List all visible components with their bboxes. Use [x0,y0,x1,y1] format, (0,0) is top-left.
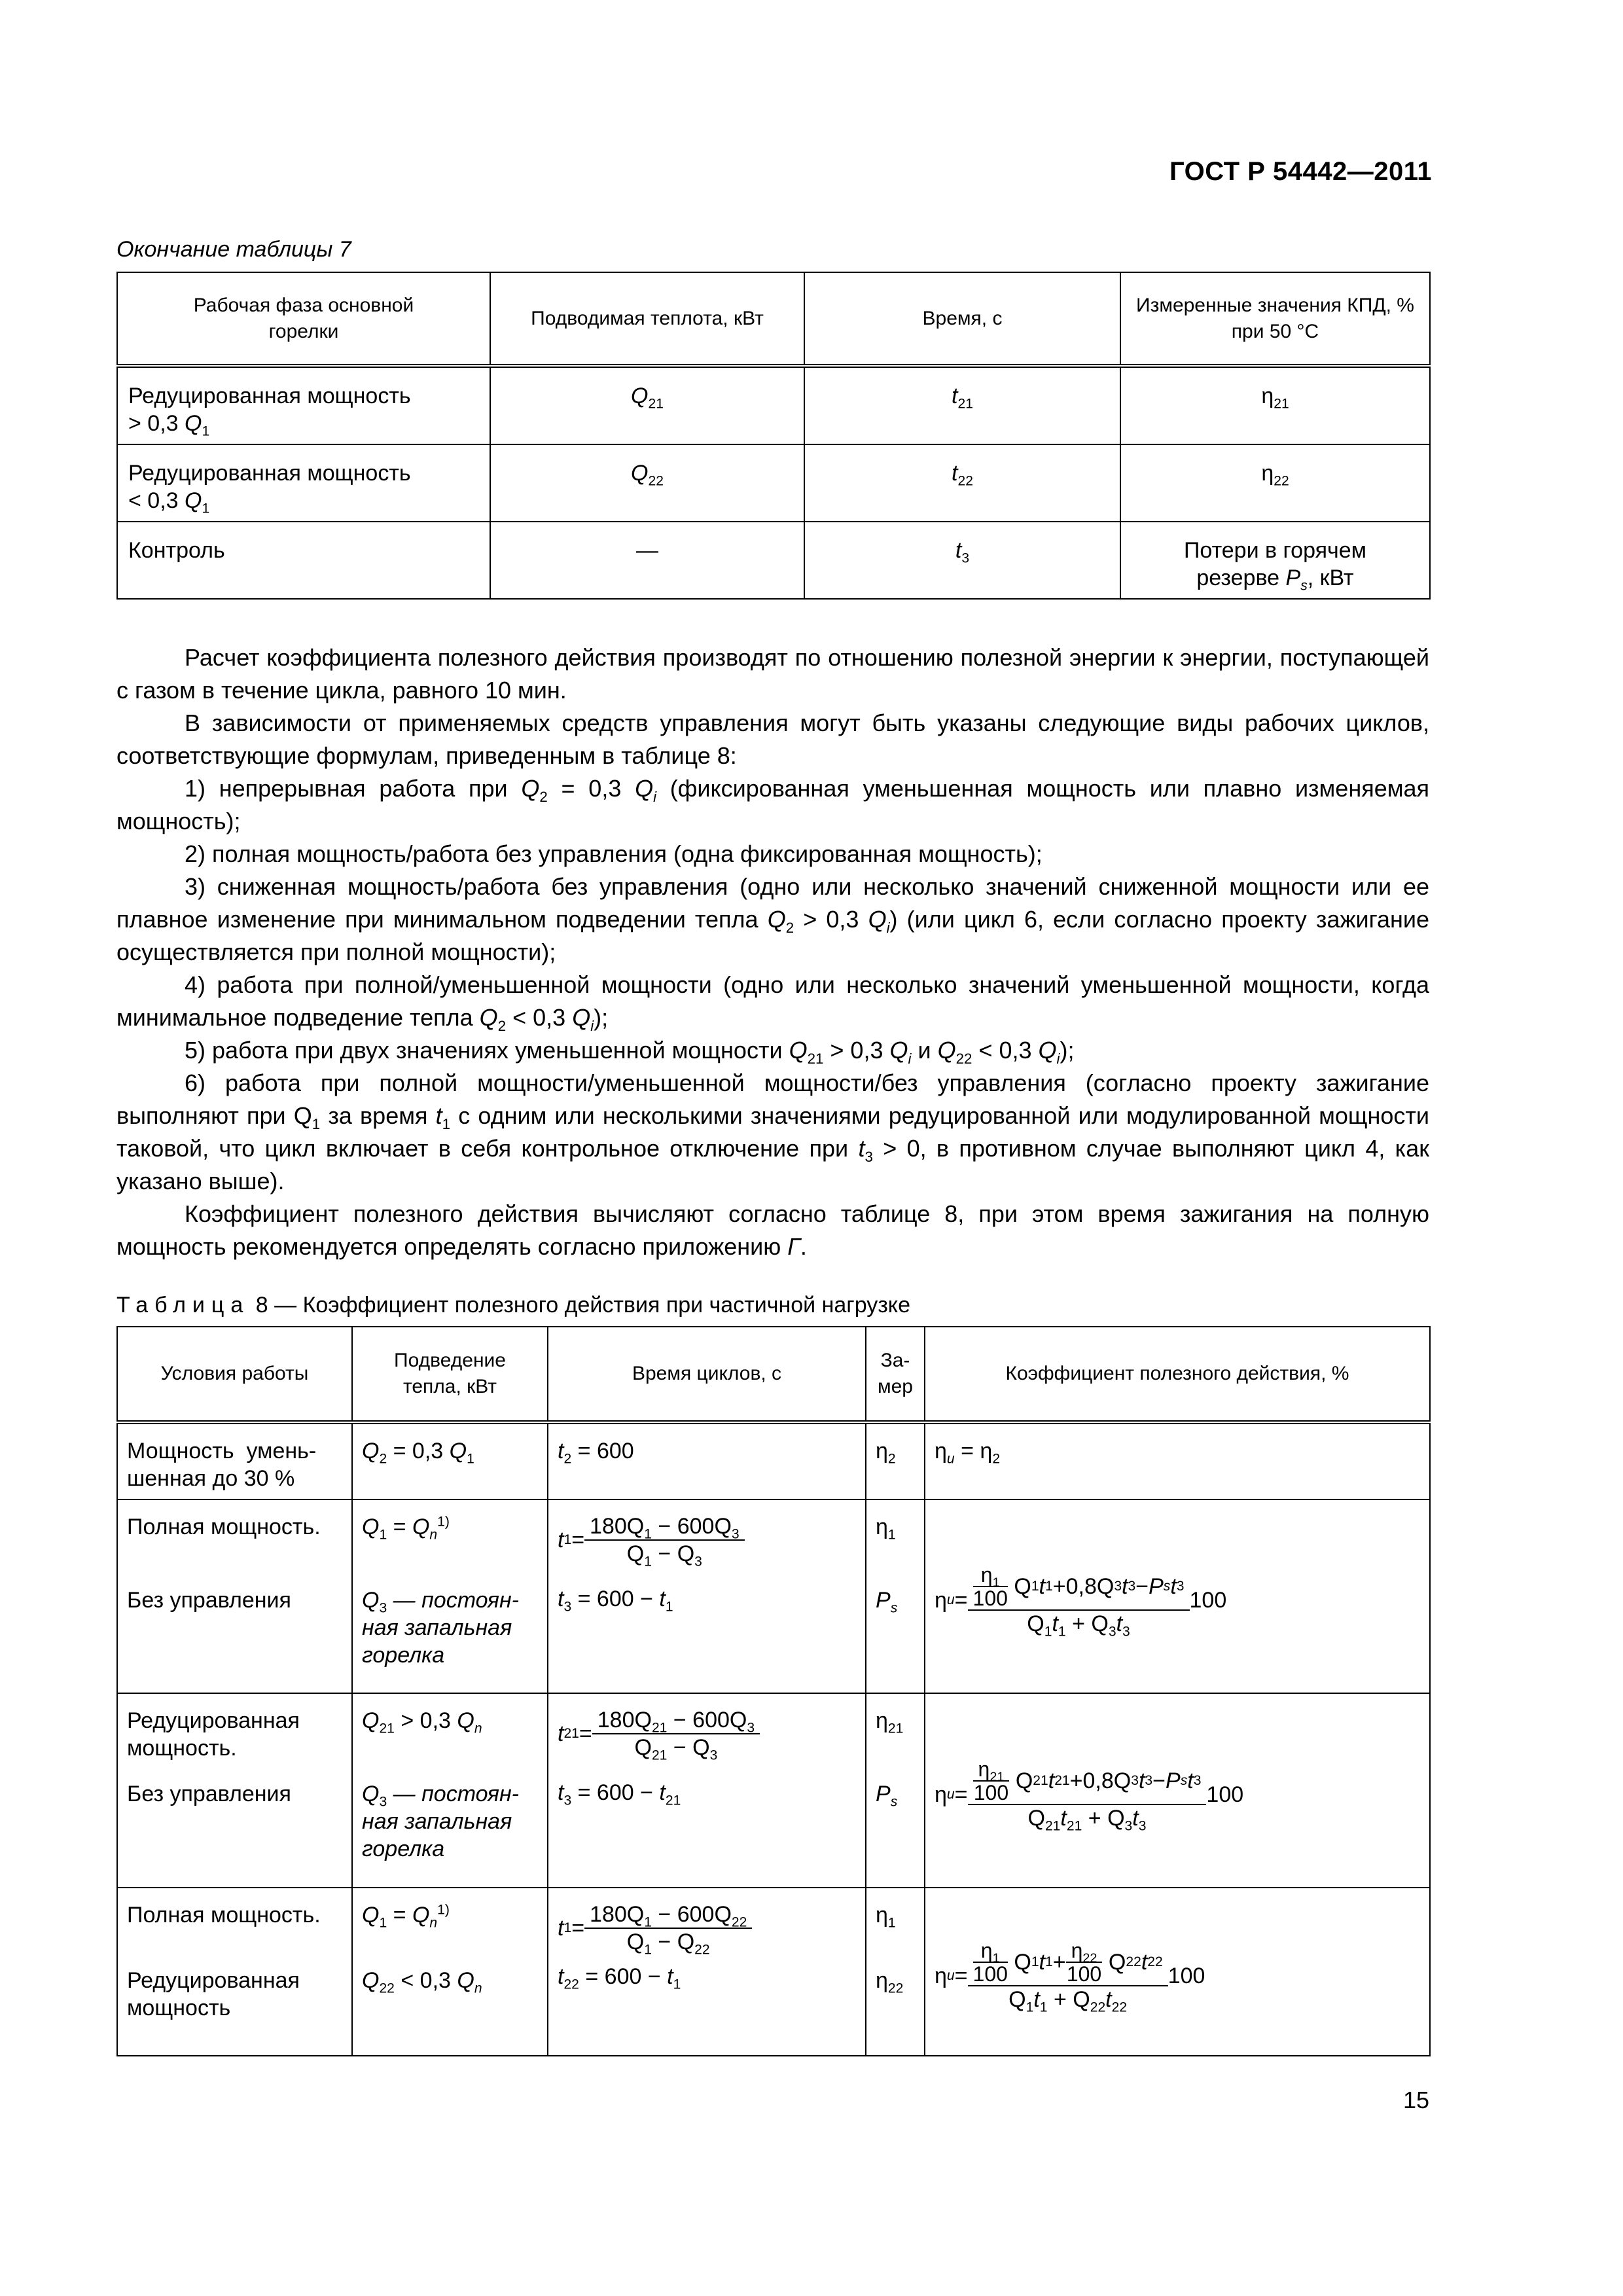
text: < 0,3 [394,1968,457,1993]
phase-text: Редуцированная мощность [128,461,411,486]
var-q: Q [362,1903,380,1928]
text: мер [878,1376,913,1397]
var-t: t [659,1587,666,1611]
time-cell: t 1 = $\frac{180Q_1 - 600Q_{22}}{Q_1 - Q_{22}}$ $t_{22} = 600 - t_1$ [548,1888,866,2056]
table7-header-row [117,272,1430,366]
table7-col-phase: Рабочая фаза основной горелки [117,272,490,366]
time-cell: $t_2 = 600$ [548,1422,866,1499]
table-row [117,1499,1430,1693]
var-q: Q [937,1037,956,1064]
text: — постоян- [393,1782,520,1806]
subscript: i [653,788,657,805]
heat-cell: $Q_{21} > 0,3$ $Q_n$ $Q_3$ — постоян- ная запальная горелка [352,1693,548,1888]
table-row [117,1422,1430,1499]
paragraph-efficiency-table-ref [116,1198,1429,1263]
text: Без управления [127,1588,291,1613]
subscript: 1 [202,501,210,516]
text: тепла, кВт [402,1376,497,1397]
var-t: t [558,1587,564,1611]
text: > 0, в противном случае выполняют цикл 4, как указано выше). [116,1135,1429,1194]
condition-cell [117,1888,352,2056]
text: = [387,1903,412,1928]
subscript: 22 [955,1050,972,1067]
footnote-ref: 1) [437,1902,450,1918]
var-eta: η [876,1439,888,1463]
phase-cell [117,366,490,444]
subscript: i [590,1017,594,1034]
table8-caption [116,1293,910,1318]
heat-cell: $Q_1 = Q_n^{1)}$ $Q_{22} < 0,3$ $Q_n$ [352,1888,548,2056]
text: 6) работа при полной мощности/уменьшенной мощности/без управления (согласно проекту зажигание выполняют при [116,1069,1429,1129]
var-t: t [955,538,962,563]
var-q: Q [521,775,540,802]
formula-t1-b: t 1 = $\frac{180Q_1 - 600Q_{22}}{Q_1 - Q_{22}}$ [558,1901,856,1955]
text: = 600 − [571,1587,660,1611]
formula-t1: t 1 = $\frac{180Q_1 - 600Q_3}{Q_1 - Q_3}$ [558,1513,856,1567]
var-t: t [558,1916,564,1941]
table-row [117,366,1430,444]
subscript: 3 [865,1148,873,1165]
fraction: $\frac{180Q_1 - 600Q_3}{Q_1 - Q_3}$ [584,1513,745,1567]
text: = 0,3 [547,775,635,802]
var-eta: η [876,1708,888,1733]
condition-cell [117,1499,352,1693]
var-eta: η [1261,461,1274,486]
text: Мощность умень- [127,1439,317,1463]
fraction: $\frac{180Q_{21} - 600Q_3}{Q_{21} - Q_3}$ [592,1707,760,1761]
subscript: 2 [497,1017,507,1034]
var-t: t [558,1439,564,1463]
table7-col-heat: Подводимая теплота, кВт [490,272,804,366]
table8-header-row [117,1327,1430,1422]
subscript: 1 [442,1115,451,1132]
var-t: t [558,1721,564,1746]
subscript: 2 [539,788,548,805]
text: 3) сниженная мощность/работа без управления (одно или несколько значений сниженной мощности или ее плавное изменение при минимальном подведении тепла [116,873,1429,933]
text: 100 [1206,1782,1244,1807]
formula-efficiency-1: η u = $\frac{\eta_1}{100}$ Q 1 t 1 + 0,8 Q 3 t 3 − P s t 3 $Q_1t_1 + Q_3t_3$ 100 [935,1563,1227,1640]
var-t: t [558,1780,564,1805]
var-eta: η [876,1903,888,1928]
footnote-ref: 1) [437,1514,450,1530]
table-8 [116,1326,1431,2056]
table-label: Таблица [116,1293,250,1318]
measure-cell: $\eta_{21}$ $P_s$ [866,1693,925,1888]
standby-loss-label: резерве [1196,565,1286,590]
fraction: $\frac{180Q_1 - 600Q_{22}}{Q_1 - Q_{22}}$ [584,1901,752,1955]
efficiency-cell: $\eta_u = \eta_2$ [925,1422,1430,1499]
var-p: P [876,1782,891,1806]
efficiency-cell [1120,366,1430,444]
var-q: Q [362,1439,380,1463]
var-eta: η [876,1968,888,1993]
var-q: Q [479,1004,498,1031]
text: < 0,3 [506,1004,573,1031]
text: = [571,1528,585,1552]
table7-col-efficiency: Измеренные значения КПД, % при 50 °С [1120,272,1430,366]
table8-col-heat [352,1327,548,1422]
subscript: 21 [1274,396,1289,412]
subscript: s [1300,578,1308,594]
phase-text: Редуцированная мощность [128,384,411,408]
var-q: Q [362,1708,380,1733]
text: шенная до 30 % [127,1466,295,1491]
var-t: t [558,1528,564,1552]
text: За- [880,1350,910,1371]
measure-cell: $\eta_1$ $P_s$ [866,1499,925,1693]
text: Полная мощность. [127,1903,321,1928]
var-t: t [858,1135,865,1162]
var-t: t [667,1964,673,1989]
var-t: t [659,1780,666,1805]
subscript: 1 [202,423,210,439]
var-q: Q [412,1903,430,1928]
page-number: 15 [1402,2087,1429,2113]
var-q: Q [362,1968,380,1993]
fraction: $\frac{\eta_1}{100}$ Q 1 t 1 + 0,8 Q 3 t 3 − P s t 3 $Q_1t_1 + Q_3t_3$ [968,1564,1190,1637]
table7-col-time: Время, с [804,272,1120,366]
efficiency-cell [925,1888,1430,2056]
formula-efficiency-2: η u = $\frac{\eta_{21}}{100}$ Q 21 t 21 + 0,8 Q 3 t 3 − P s t 3 $Q_{21}t_{21} + Q_3t_3$ 100 [935,1757,1244,1833]
time-cell: t 21 = $\frac{180Q_{21} - 600Q_3}{Q_{21} - Q_3}$ $t_3 = 600 - t_{21}$ [548,1693,866,1888]
phase-condition: > 0,3 [128,411,185,436]
time-cell [804,444,1120,522]
paragraph-efficiency-calc: Расчет коэффициента полезного действия производят по отношению полезной энергии к энергии, поступающей с газом в течение цикла, равного 10 мин. [116,644,1429,704]
condition-cell [117,1422,352,1499]
subscript: 22 [1274,473,1289,489]
table8-col-cycle-time: Время циклов, с [548,1327,866,1422]
heat-cell [490,444,804,522]
text: − 600 [651,1514,715,1539]
text: Коэффициент полезного действия вычисляют согласно таблице 8, при этом время зажигания на полную мощность рекомендуется определять согласно приложению [116,1200,1429,1260]
time-cell: t 1 = $\frac{180Q_1 - 600Q_3}{Q_1 - Q_3}$ $t_3 = 600 - t_1$ [548,1499,866,1693]
formula-efficiency-3: η u = $\frac{\eta_1}{100}$ Q 1 t 1 + $\frac{\eta_{22}}{100}$ Q 22 t 22 $Q_1t_1 + Q_{22}t_{22}$ 100 [935,1938,1205,2015]
var-eta: η [935,1963,947,1988]
text: = [954,1439,980,1463]
text: < 0,3 [972,1037,1039,1064]
heat-cell: $Q_1 = Q_n^{1)}$ $Q_3$ — постоян- ная запальная горелка [352,1499,548,1693]
text: = [571,1916,585,1941]
table-row [117,522,1430,599]
subscript: 1 [312,1115,321,1132]
var-t: t [952,461,958,486]
var-q: Q [185,488,202,513]
text: Редуцированная [127,1708,300,1733]
text: = [954,1963,968,1988]
var-eta: η [876,1515,888,1539]
var-q: Q [635,775,654,802]
subscript: i [1056,1050,1060,1067]
text: за время [320,1102,436,1129]
text: ); [594,1004,609,1031]
table-title: 8 — Коэффициент полезного действия при частичной нагрузке [255,1293,910,1318]
text: 5) работа при двух значениях уменьшенной мощности [185,1037,789,1064]
list-item-2: 2) полная мощность/работа без управления (одна фиксированная мощность); [185,840,1043,867]
text: 100 [1189,1588,1227,1613]
var-t: t [435,1102,442,1129]
text: 100 [1168,1963,1205,1988]
document-designation: ГОСТ Р 54442—2011 [1169,157,1432,186]
value: 600 [596,1439,634,1463]
var-eta: η [980,1439,993,1463]
var-q: Q [362,1782,380,1806]
text: = [579,1721,592,1746]
text: Подведение [394,1350,506,1371]
subscript: 2 [785,919,794,936]
var-q: Q [631,384,649,408]
var-q: Q [362,1515,380,1539]
subscript: 3 [961,550,970,566]
paragraph-cycle-types: В зависимости от применяемых средств управления могут быть указаны следующие виды рабочих циклов, соответствующие формулам, приведенным в таблице 8: [116,709,1429,769]
efficiency-cell [1120,444,1430,522]
text: = 600 − [579,1964,668,1989]
var-q: Q [572,1004,591,1031]
table-row [117,1888,1430,2056]
var-eta: η [935,1588,947,1613]
measure-cell: $\eta_2$ [866,1422,925,1499]
text: 1) непрерывная работа при [185,775,522,802]
var-q: Q [457,1968,474,1993]
measure-cell: $\eta_1$ $\eta_{22}$ [866,1888,925,2056]
var-q: Q [789,1037,808,1064]
list-item-5 [116,1034,1429,1067]
efficiency-cell [925,1693,1430,1888]
list-item-6 [116,1067,1429,1198]
phase-cell [117,444,490,522]
var-q: Q [631,461,649,486]
formula-t21: t 21 = $\frac{180Q_{21} - 600Q_3}{Q_{21} - Q_3}$ [558,1707,856,1761]
text: ) (или цикл 6, если согласно проекту зажигание осуществляется при полной мощности); [116,906,1430,965]
text: мощность. [127,1736,237,1761]
fraction: $\frac{\eta_{21}}{100}$ Q 21 t 21 + 0,8 Q 3 t 3 − P s t 3 $Q_{21}t_{21} + Q_3t_3$ [968,1758,1207,1831]
text: — постоян- [393,1588,520,1613]
efficiency-cell [1120,522,1430,599]
var-q: Q [868,906,887,933]
text: = [571,1439,597,1463]
list-item-4 [116,969,1429,1034]
var-p: P [1285,565,1301,590]
text: = [954,1782,968,1807]
appendix-ref: Г [787,1233,800,1260]
subscript: 21 [957,396,973,412]
subscript: 22 [957,473,973,489]
body-text [116,641,1429,1263]
text: ная запальная [362,1809,512,1834]
subscript: i [886,919,890,936]
var-q: Q [185,411,202,436]
text: Редуцированная [127,1968,300,1993]
condition-cell [117,1693,352,1888]
table-row [117,444,1430,522]
heat-cell [490,366,804,444]
text: > 0,3 [394,1708,457,1733]
var-q: Q [362,1588,380,1613]
text: горелка [362,1643,445,1668]
var-eta: η [1261,384,1274,408]
table8-col-conditions: Условия работы [117,1327,352,1422]
var-t: t [558,1964,564,1989]
text: горелка [362,1837,445,1861]
list-item-3 [116,870,1429,969]
text: и [911,1037,938,1064]
var-q: Q [412,1515,430,1539]
text: = [954,1588,968,1613]
subscript: 22 [648,473,664,489]
var-q: Q [889,1037,908,1064]
efficiency-cell [925,1499,1430,1693]
text: (фиксированная уменьшенная мощность или плавно изменяемая мощность); [116,775,1429,834]
table8-col-measure [866,1327,925,1422]
text: Без управления [127,1782,291,1806]
list-item-1 [116,772,1429,838]
phase-condition: < 0,3 [128,488,185,513]
table-7 [116,272,1431,600]
var-q: Q [457,1708,474,1733]
subscript: 21 [648,396,664,412]
var-eta: η [935,1439,947,1463]
var-eta: η [935,1782,947,1807]
text: > 0,3 [794,906,868,933]
table-row [117,1693,1430,1888]
subscript: i [908,1050,912,1067]
standby-loss-label: Потери в горячем [1183,538,1367,563]
time-cell [804,366,1120,444]
heat-cell: $Q_2 = 0,3$ $Q_1$ [352,1422,548,1499]
table7-caption: Окончание таблицы 7 [116,237,351,262]
text: мощность [127,1996,231,2020]
text: 180 [590,1514,627,1539]
phase-cell: Контроль [117,522,490,599]
text: с одним или несколькими значениями редуцированной или модулированной мощности таковой, что цикл включает в себя контрольное отключение при [116,1102,1430,1162]
heat-cell: — [490,522,804,599]
text: . [800,1233,807,1260]
unit: , кВт [1307,565,1354,590]
var-q: Q [1038,1037,1057,1064]
subscript: 21 [807,1050,824,1067]
text: Полная мощность. [127,1515,321,1539]
text: = 0,3 [387,1439,450,1463]
text: = 600 − [571,1780,660,1805]
fraction: $\frac{\eta_1}{100}$ Q 1 t 1 + $\frac{\eta_{22}}{100}$ Q 22 t 22 $Q_1t_1 + Q_{22}t_{22}$ [968,1939,1168,2013]
text: 4) работа при полной/уменьшенной мощности (одно или несколько значений уменьшенной мощности, когда минимальное подведение тепла [116,971,1429,1031]
var-q: Q [449,1439,467,1463]
var-q: Q [767,906,786,933]
var-q: Q [293,1102,312,1129]
var-t: t [952,384,958,408]
text: − [651,1541,677,1566]
text: = [387,1515,412,1539]
var-p: P [876,1588,891,1613]
text: ); [1060,1037,1075,1064]
table8-col-efficiency: Коэффициент полезного действия, % [925,1327,1430,1422]
text: ная запальная [362,1615,512,1640]
text: > 0,3 [823,1037,890,1064]
time-cell [804,522,1120,599]
